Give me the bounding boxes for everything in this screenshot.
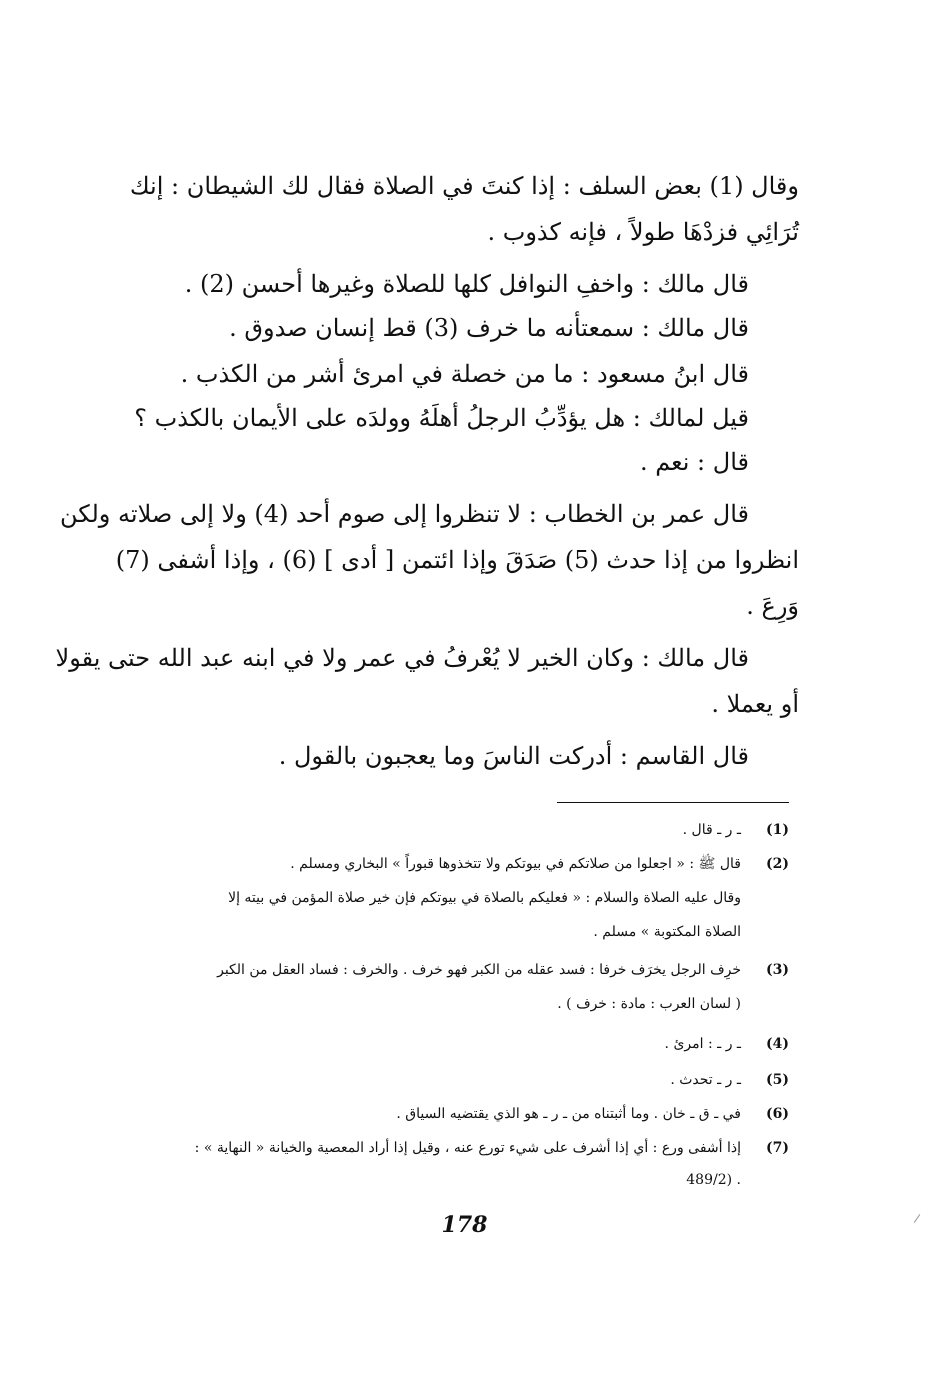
footnote-text: إذا أشفى ورع : أي إذا أشرف على شيء تورع عنه ، وقيل إذا أراد المعصية والخيانة « النهاية » : (194, 1140, 741, 1156)
paragraph-8-line-2: أو يعملا . (711, 690, 799, 718)
footnote-separator (557, 802, 789, 803)
footnote-number: (1) (766, 822, 789, 838)
paragraph-2: قال مالك : واخفِ النوافل كلها للصلاة وغيرها أحسن (2) . (184, 270, 749, 298)
footnote-text: ـ ر ـ : امرئ . (664, 1036, 741, 1052)
page-number: 178 (441, 1212, 488, 1238)
paragraph-8-line-1: قال مالك : وكان الخير لا يُعْرفُ في عمر ولا في ابنه عبد الله حتى يقولا (55, 644, 749, 672)
footnote-3 (129, 954, 789, 1020)
footnote-2 (129, 848, 789, 948)
footnote-5 (129, 1064, 789, 1096)
paragraph-7-line-1: قال عمر بن الخطاب : لا تنظروا إلى صوم أحد (4) ولا إلى صلاته ولكن (59, 500, 749, 528)
footnote-text: ( لسان العرب : مادة : خرف ) . (557, 996, 741, 1012)
footnote-4 (129, 1028, 789, 1060)
footnote-number: (4) (766, 1036, 789, 1052)
paragraph-7-line-2: انظروا من إذا حدث (5) صَدَقَ وإذا ائتمن [ أدى ] (6) ، وإذا أشفى (7) (115, 546, 799, 574)
paragraph-4: قال ابنُ مسعود : ما من خصلة في امرئ أشر من الكذب . (180, 360, 749, 388)
footnote-number: (7) (766, 1140, 789, 1156)
paragraph-5: قيل لمالك : هل يؤدِّبُ الرجلُ أهلَهُ وولدَه على الأيمان بالكذب ؟ (134, 404, 749, 432)
footnote-6 (129, 1098, 789, 1130)
footnote-7 (129, 1132, 789, 1198)
footnote-text: في ـ ق ـ خان . وما أثبتناه من ـ ر ـ هو الذي يقتضيه السياق . (396, 1106, 741, 1122)
paragraph-6: قال : نعم . (639, 448, 749, 476)
footnote-text: الصلاة المكتوبة » مسلم . (593, 924, 741, 940)
footnote-text: ـ ر ـ قال . (682, 822, 741, 838)
paragraph-1-line-1: وقال (1) بعض السلف : إذا كنتَ في الصلاة فقال لك الشيطان : إنك (129, 172, 799, 200)
paragraph-7-line-3: وَرِعَ . (746, 592, 799, 620)
footnote-1 (129, 814, 789, 846)
footnote-text: قال ﷺ : « اجعلوا من صلاتكم في بيوتكم ولا تتخذوها قبوراً » البخاري ومسلم . (290, 856, 741, 872)
footnote-number: (6) (766, 1106, 789, 1122)
paragraph-1-line-2: تُرَائِي فزدْهَا طولاً ، فإنه كذوب . (487, 218, 799, 246)
footnote-number: (5) (766, 1072, 789, 1088)
footnote-text: . (489/2 (686, 1172, 741, 1188)
footnote-number: (3) (766, 962, 789, 978)
footnote-text: ـ ر ـ تحدث . (670, 1072, 741, 1088)
footnote-number: (2) (766, 856, 789, 872)
footnote-text: وقال عليه الصلاة والسلام : « فعليكم بالصلاة في بيوتكم فإن خير صلاة المؤمن في بيته إلا (228, 890, 741, 906)
paragraph-3: قال مالك : سمعتأنه ما خرف (3) قط إنسان صدوق . (229, 314, 749, 342)
paragraph-9: قال القاسم : أدركت الناسَ وما يعجبون بالقول . (278, 742, 749, 770)
footnote-text: خرِف الرجل يخرَف خرفا : فسد عقله من الكبر فهو خرف . والخرف : فساد العقل من الكبر (217, 962, 741, 978)
